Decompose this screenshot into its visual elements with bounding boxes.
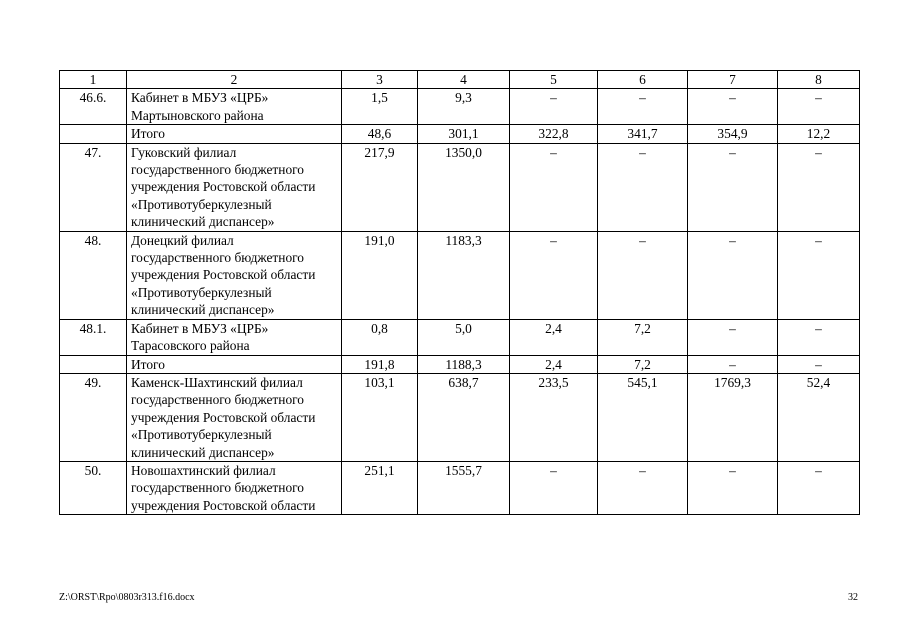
row-number-cell: 48. — [60, 231, 127, 319]
row-value-cell-3: 103,1 — [342, 373, 418, 461]
row-value-cell-6: 7,2 — [598, 319, 688, 355]
row-value-cell-6: – — [598, 143, 688, 231]
row-value-cell-6: 545,1 — [598, 373, 688, 461]
header-cell-2: 2 — [127, 71, 342, 89]
row-value-cell-5: 233,5 — [510, 373, 598, 461]
row-name-cell: Новошахтинский филиал государственного бюджетного учреждения Ростовской области — [127, 461, 342, 514]
row-value-cell-8: – — [778, 461, 860, 514]
row-value-cell-5: – — [510, 143, 598, 231]
footer-page-number: 32 — [848, 592, 858, 603]
row-name-cell: Кабинет в МБУЗ «ЦРБ» Тарасовского района — [127, 319, 342, 355]
table-row — [60, 89, 860, 125]
row-number-cell: 47. — [60, 143, 127, 231]
row-value-cell-8: – — [778, 89, 860, 125]
row-value-cell-7: – — [688, 143, 778, 231]
table-row — [60, 461, 860, 514]
header-cell-7: 7 — [688, 71, 778, 89]
row-value-cell-6: – — [598, 231, 688, 319]
row-value-cell-4: 1555,7 — [418, 461, 510, 514]
row-number-cell: 46.6. — [60, 89, 127, 125]
row-value-cell-8: – — [778, 319, 860, 355]
header-cell-4: 4 — [418, 71, 510, 89]
row-value-cell-4: 1183,3 — [418, 231, 510, 319]
header-cell-6: 6 — [598, 71, 688, 89]
row-value-cell-7: 354,9 — [688, 125, 778, 143]
row-value-cell-7: – — [688, 355, 778, 373]
table-row — [60, 125, 860, 143]
table-row — [60, 355, 860, 373]
row-value-cell-4: 638,7 — [418, 373, 510, 461]
row-value-cell-5: 322,8 — [510, 125, 598, 143]
row-value-cell-5: 2,4 — [510, 319, 598, 355]
header-cell-1: 1 — [60, 71, 127, 89]
row-value-cell-3: 48,6 — [342, 125, 418, 143]
table-body — [60, 71, 860, 515]
row-name-cell: Гуковский филиал государственного бюджетного учреждения Ростовской области «Противотуберкулезный клинический диспансер» — [127, 143, 342, 231]
row-value-cell-4: 1350,0 — [418, 143, 510, 231]
row-number-cell — [60, 125, 127, 143]
row-value-cell-7: – — [688, 89, 778, 125]
row-value-cell-3: 251,1 — [342, 461, 418, 514]
row-value-cell-8: 52,4 — [778, 373, 860, 461]
row-value-cell-4: 9,3 — [418, 89, 510, 125]
table-row — [60, 373, 860, 461]
data-table — [59, 70, 860, 515]
table-row — [60, 231, 860, 319]
row-name-cell: Итого — [127, 125, 342, 143]
footer-file-path: Z:\ORST\Rpo\0803r313.f16.docx — [59, 592, 195, 603]
row-value-cell-4: 5,0 — [418, 319, 510, 355]
row-value-cell-3: 217,9 — [342, 143, 418, 231]
row-value-cell-7: 1769,3 — [688, 373, 778, 461]
row-value-cell-6: – — [598, 89, 688, 125]
row-value-cell-6: 7,2 — [598, 355, 688, 373]
row-number-cell: 50. — [60, 461, 127, 514]
row-value-cell-3: 191,8 — [342, 355, 418, 373]
row-value-cell-6: 341,7 — [598, 125, 688, 143]
row-value-cell-3: 1,5 — [342, 89, 418, 125]
row-value-cell-8: 12,2 — [778, 125, 860, 143]
row-value-cell-7: – — [688, 231, 778, 319]
row-value-cell-3: 191,0 — [342, 231, 418, 319]
table-header-row — [60, 71, 860, 89]
row-number-cell: 49. — [60, 373, 127, 461]
row-number-cell — [60, 355, 127, 373]
row-value-cell-8: – — [778, 231, 860, 319]
table-row — [60, 319, 860, 355]
row-value-cell-3: 0,8 — [342, 319, 418, 355]
header-cell-5: 5 — [510, 71, 598, 89]
table-row — [60, 143, 860, 231]
row-value-cell-7: – — [688, 461, 778, 514]
row-name-cell: Кабинет в МБУЗ «ЦРБ» Мартыновского района — [127, 89, 342, 125]
row-number-cell: 48.1. — [60, 319, 127, 355]
row-value-cell-5: – — [510, 231, 598, 319]
row-value-cell-5: – — [510, 89, 598, 125]
row-value-cell-5: – — [510, 461, 598, 514]
row-name-cell: Каменск-Шахтинский филиал государственного бюджетного учреждения Ростовской области «Противотуберкулезный клинический диспансер» — [127, 373, 342, 461]
row-value-cell-4: 301,1 — [418, 125, 510, 143]
header-cell-3: 3 — [342, 71, 418, 89]
row-value-cell-5: 2,4 — [510, 355, 598, 373]
row-value-cell-8: – — [778, 143, 860, 231]
row-value-cell-8: – — [778, 355, 860, 373]
row-name-cell: Донецкий филиал государственного бюджетного учреждения Ростовской области «Противотуберкулезный клинический диспансер» — [127, 231, 342, 319]
header-cell-8: 8 — [778, 71, 860, 89]
row-value-cell-6: – — [598, 461, 688, 514]
row-value-cell-4: 1188,3 — [418, 355, 510, 373]
row-name-cell: Итого — [127, 355, 342, 373]
row-value-cell-7: – — [688, 319, 778, 355]
